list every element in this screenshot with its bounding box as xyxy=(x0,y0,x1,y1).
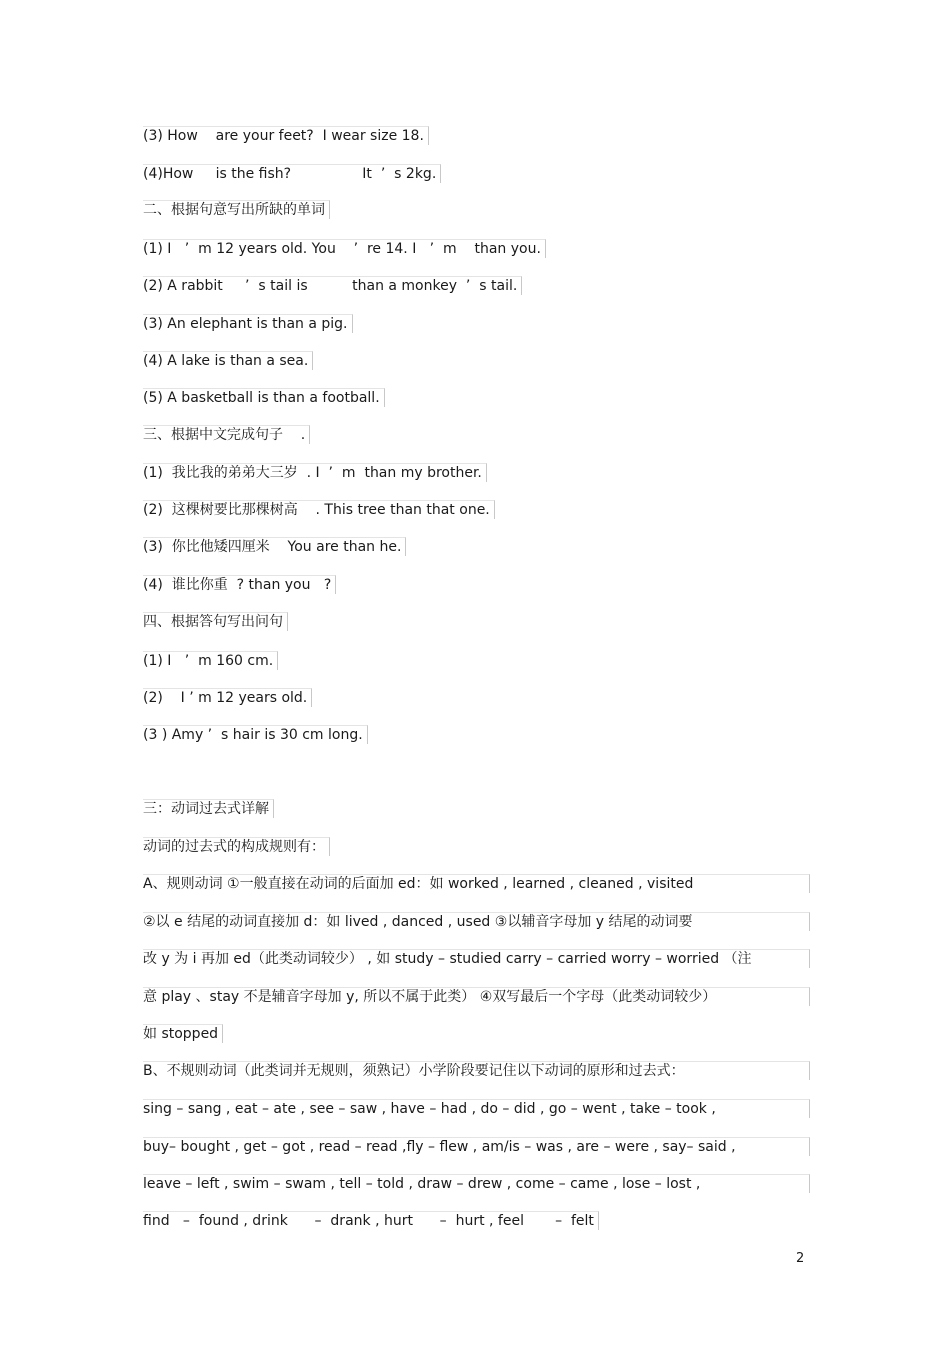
line-6: (4) A lake is than a sea. xyxy=(143,351,313,370)
line-11: (4) 谁比你重 ? than you ? xyxy=(143,575,336,594)
section-heading-past-tense: 三：动词过去式详解 xyxy=(143,799,274,818)
section-heading-4: 四、根据答句写出问句 xyxy=(143,612,288,631)
line-13: (2) I ’ m 12 years old. xyxy=(143,688,312,707)
line-7: (5) A basketball is than a football. xyxy=(143,388,385,407)
section-heading-3: 三、根据中文完成句子 . xyxy=(143,425,310,444)
line-5: (3) An elephant is than a pig. xyxy=(143,314,353,333)
section-heading-2: 二、根据句意写出所缺的单词 xyxy=(143,200,330,219)
line-18: 改 y 为 i 再加 ed（此类动词较少） , 如 study – studied carry – carried worry – worried （注 xyxy=(143,949,810,968)
line-4: (2) A rabbit ’ s tail is than a monkey ’ s tail. xyxy=(143,276,522,295)
line-2: (4)How is the fish? It ’ s 2kg. xyxy=(143,164,441,183)
line-9: (2) 这棵树要比那棵树高 . This tree than that one. xyxy=(143,500,495,519)
line-17: ②以 e 结尾的动词直接加 d：如 lived , danced , used ③以辅音字母加 y 结尾的动词要 xyxy=(143,912,810,931)
line-15: 动词的过去式的构成规则有： xyxy=(143,837,330,856)
line-22: sing – sang , eat – ate , see – saw , have – had , do – did , go – went , take – took , xyxy=(143,1099,810,1118)
line-8: (1) 我比我的弟弟大三岁 . I ’ m than my brother. xyxy=(143,463,487,482)
line-25: find – found , drink – drank , hurt – hurt , feel – felt xyxy=(143,1211,599,1230)
line-19: 意 play 、stay 不是辅音字母加 y, 所以不属于此类） ④双写最后一个字母（此类动词较少） xyxy=(143,987,810,1006)
line-3: (1) I ’ m 12 years old. You ’ re 14. I ’ m than you. xyxy=(143,239,546,258)
line-12: (1) I ’ m 160 cm. xyxy=(143,651,278,670)
line-23: buy– bought , get – got , read – read ,fly – flew , am/is – was , are – were , say– said , xyxy=(143,1137,810,1156)
page-number: 2 xyxy=(796,1251,805,1266)
line-1: (3) How are your feet? I wear size 18. xyxy=(143,126,429,145)
line-21: B、不规则动词（此类词并无规则，须熟记）小学阶段要记住以下动词的原形和过去式： xyxy=(143,1061,810,1080)
line-16: A、规则动词 ①一般直接在动词的后面加 ed：如 worked , learned , cleaned , visited xyxy=(143,874,810,893)
line-10: (3) 你比他矮四厘米 You are than he. xyxy=(143,537,406,556)
line-20: 如 stopped xyxy=(143,1024,223,1043)
line-14: (3 ) Amy ’ s hair is 30 cm long. xyxy=(143,725,368,744)
line-24: leave – left , swim – swam , tell – told , draw – drew , come – came , lose – lost , xyxy=(143,1174,810,1193)
